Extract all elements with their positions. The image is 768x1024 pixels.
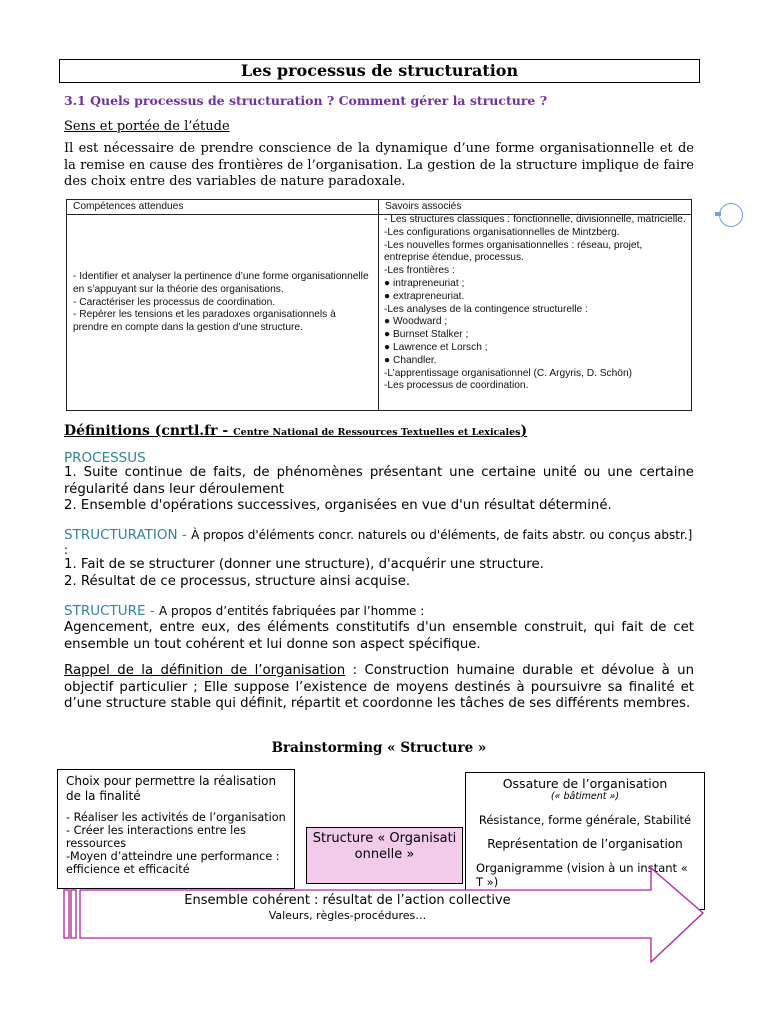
list-item: -L’apprentissage organisationnel (C. Argyris, D. Schön): [384, 367, 633, 379]
section-heading: Sens et portée de l’étude: [64, 119, 230, 134]
table-header-competences: Compétences attendues: [67, 200, 379, 215]
list-item: - Repérer les tensions et les paradoxes organisationnels à prendre en compte dans la gestion d’une structure.: [73, 309, 336, 334]
list-item: - Caractériser les processus de coordination.: [73, 296, 276, 308]
term-processus: PROCESSUS: [64, 450, 146, 466]
processus-definition: 1. Suite continue de faits, de phénomènes présentant une certaine unité ou une certaine régularité dans leur déroulement 2. Ensemble d'opérations successives, organisées en vue d'un résultat déterminé.: [64, 465, 694, 513]
list-item: -Les nouvelles formes organisationnelles : réseau, projet, entreprise étendue, processus.: [384, 239, 643, 264]
brainstorm-left-box: Choix pour permettre la réalisation de la finalité - Réaliser les activités de l’organisation - Créer les interactions entre les ressources -Moyen d’atteindre une performance : efficience et efficacité: [57, 769, 295, 889]
circle-icon: [719, 203, 743, 227]
brainstorm-center-box: Structure « Organisationnelle »: [306, 827, 463, 884]
structure-definition: Agencement, entre eux, des éléments constitutifs d'un ensemble construit, qui fait de cet ensemble un tout cohérent et lui donne son aspect spécifique.: [64, 620, 694, 652]
list-item: -Les processus de coordination.: [384, 380, 529, 392]
competences-list: [73, 271, 369, 335]
list-item: ● Chandler.: [384, 354, 437, 366]
list-item: ● intrapreneuriat ;: [384, 277, 465, 289]
competences-table: [66, 199, 692, 411]
list-item: -Les analyses de la contingence structurelle :: [384, 303, 588, 315]
list-item: - Les structures classiques : fonctionnelle, divisionnelle, matricielle.: [384, 214, 686, 225]
list-item: -Les frontières :: [384, 265, 455, 277]
structuration-heading: STRUCTURATION - À propos d'éléments concr. naturels ou d'éléments, de faits abstr. ou conçus abstr.] :: [64, 527, 693, 557]
brainstorming-title: Brainstorming « Structure »: [271, 740, 487, 756]
list-item: ● Woodward ;: [384, 316, 448, 328]
list-item: ● Lawrence et Lorsch ;: [384, 341, 488, 353]
list-item: -Les configurations organisationnelles de Mintzberg.: [384, 226, 620, 238]
intro-paragraph: Il est nécessaire de prendre conscience de la dynamique d’une forme organisationnelle et de la remise en cause des frontières de l’organisation. La gestion de la structure implique de faire des choix entre des variables de nature paradoxale.: [64, 141, 694, 189]
arrow-text: Ensemble cohérent : résultat de l’action collective: [184, 893, 511, 908]
arrow-tail-bar: [71, 890, 76, 938]
section-subtitle: 3.1 Quels processus de structuration ? Comment gérer la structure ?: [64, 93, 548, 108]
list-item: ● extrapreneuriat.: [384, 290, 465, 302]
list-item: ● Burnset Stalker ;: [384, 329, 469, 341]
page-title: Les processus de structuration: [59, 59, 700, 83]
definitions-heading: Définitions (cnrtl.fr - Centre National de Ressources Textuelles et Lexicales): [64, 423, 528, 439]
list-item: - Identifier et analyser la pertinence d’une forme organisationnelle en s’appuyant sur la théorie des organisations.: [73, 271, 369, 295]
arrow-subtext: Valeurs, règles-procédures…: [268, 909, 427, 922]
arrow-tail-bar: [64, 890, 69, 938]
table-header-savoirs: Savoirs associés: [379, 200, 691, 215]
structure-heading: STRUCTURE - A propos d’entités fabriquées par l’homme :: [64, 603, 425, 619]
structuration-definition: 1. Fait de se structurer (donner une structure), d'acquérir une structure. 2. Résultat de ce processus, structure ainsi acquise.: [64, 557, 544, 589]
rappel-paragraph: Rappel de la définition de l’organisation : Construction humaine durable et dévolue à un objectif particulier ; Elle suppose l’existence de moyens destinés à poursuivre sa finalité et d’une structure stable qui définit, répartit et coordonne les tâches de ses différents membres.: [64, 663, 694, 711]
savoirs-list: [384, 214, 687, 393]
brainstorm-right-box: Ossature de l’organisation (« bâtiment ») Résistance, forme générale, Stabilité Représentation de l’organisation Organigramme (vision à un instant « T »): [465, 772, 705, 910]
